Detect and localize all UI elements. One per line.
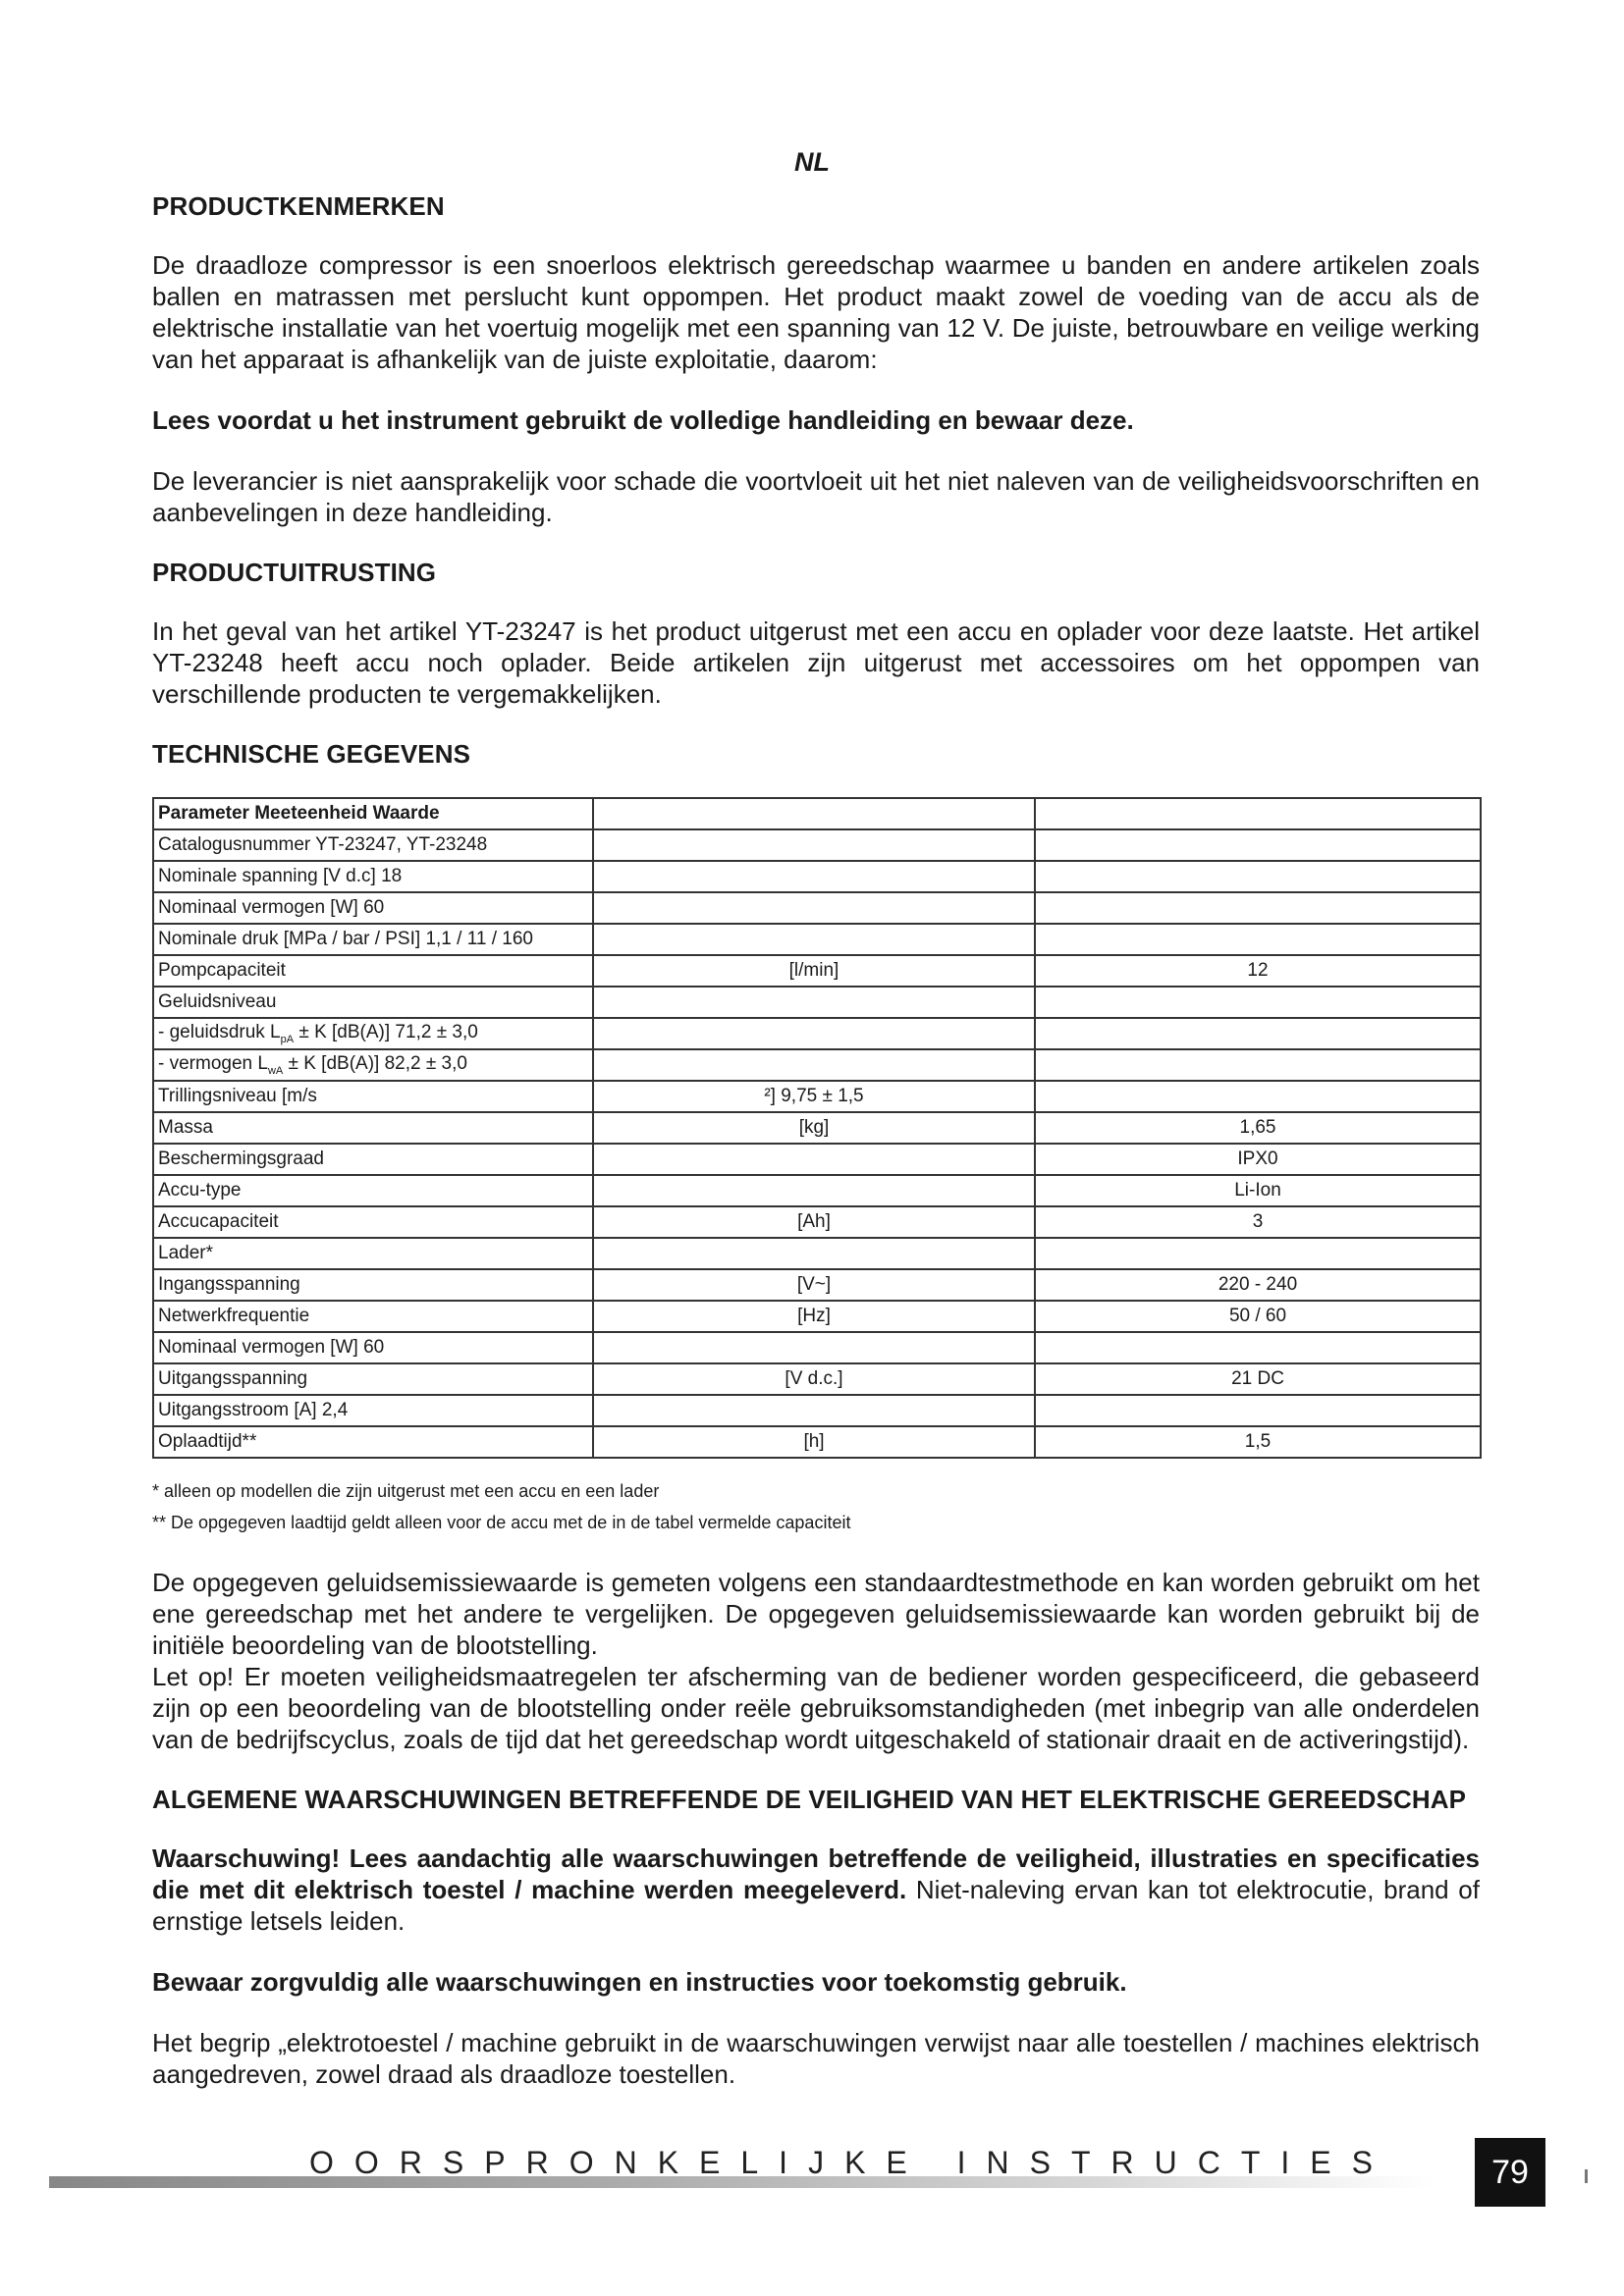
table-cell-value bbox=[1035, 1081, 1481, 1112]
table-cell-parameter: Massa bbox=[153, 1112, 593, 1144]
table-cell-parameter: Nominale druk [MPa / bar / PSI] 1,1 / 11 / 160 bbox=[153, 924, 593, 955]
table-row bbox=[153, 829, 1481, 861]
table-cell-value: 1,65 bbox=[1035, 1112, 1481, 1144]
table-cell-parameter: Oplaadtijd** bbox=[153, 1426, 593, 1458]
table-cell-parameter bbox=[153, 1049, 593, 1081]
table-cell-unit bbox=[593, 892, 1035, 924]
table-cell-value bbox=[1035, 1332, 1481, 1363]
table-cell-unit bbox=[593, 1144, 1035, 1175]
parameter-tail: ± K [dB(A)] 71,2 ± 3,0 bbox=[294, 1022, 478, 1043]
table-row bbox=[153, 1301, 1481, 1332]
table-row bbox=[153, 1081, 1481, 1112]
table-cell-parameter: Uitgangsstroom [A] 2,4 bbox=[153, 1395, 593, 1426]
parameter-tail: ± K [dB(A)] 82,2 ± 3,0 bbox=[283, 1053, 467, 1075]
table-cell-unit bbox=[593, 1018, 1035, 1049]
table-cell-parameter: Geluidsniveau bbox=[153, 987, 593, 1018]
table-cell-parameter: Nominaal vermogen [W] 60 bbox=[153, 1332, 593, 1363]
table-cell-value bbox=[1035, 987, 1481, 1018]
table-cell-parameter: Pompcapaciteit bbox=[153, 955, 593, 987]
table-cell-value bbox=[1035, 1395, 1481, 1426]
table-row bbox=[153, 1332, 1481, 1363]
page-number: 79 bbox=[1475, 2138, 1545, 2207]
footer-instructions-label: OORSPRONKELIJKE INSTRUCTIES bbox=[309, 2145, 1393, 2180]
table-row bbox=[153, 1049, 1481, 1081]
table-cell-value bbox=[1035, 829, 1481, 861]
table-cell-value: 1,5 bbox=[1035, 1426, 1481, 1458]
table-cell-parameter: Accu-type bbox=[153, 1175, 593, 1206]
table-cell-unit bbox=[593, 924, 1035, 955]
parameter-subscript: wA bbox=[267, 1064, 284, 1077]
table-cell-parameter bbox=[153, 1018, 593, 1049]
table-cell-parameter: Lader* bbox=[153, 1238, 593, 1269]
table-header-row bbox=[153, 798, 1481, 829]
page-content bbox=[152, 191, 1480, 2119]
table-cell-unit: [kg] bbox=[593, 1112, 1035, 1144]
table-cell-parameter: Uitgangsspanning bbox=[153, 1363, 593, 1395]
table-row bbox=[153, 892, 1481, 924]
table-cell-parameter: Trillingsniveau [m/s bbox=[153, 1081, 593, 1112]
table-cell-unit: [V~] bbox=[593, 1269, 1035, 1301]
table-cell-value bbox=[1035, 1238, 1481, 1269]
table-row bbox=[153, 1206, 1481, 1238]
table-cell-unit bbox=[593, 1175, 1035, 1206]
table-cell-value: 12 bbox=[1035, 955, 1481, 987]
footnote-lader: * alleen op modellen die zijn uitgerust met een accu en een lader bbox=[152, 1481, 660, 1501]
edge-mark bbox=[1585, 2169, 1588, 2183]
table-row bbox=[153, 1112, 1481, 1144]
paragraph-kenmerken-intro: De draadloze compressor is een snoerloos elektrisch gereedschap waarmee u banden en andere artikelen zoals ballen en matrassen met perslucht kunt oppompen. Het product maakt zowel de voeding van de accu als de elektrische installatie van het voertuig mogelijk met een spanning van 12 V. De juiste, betrouwbare en veilige werking van het apparaat is afhankelijk van de juiste exploitatie, daarom: bbox=[152, 250, 1480, 374]
table-cell-unit: [h] bbox=[593, 1426, 1035, 1458]
table-cell-unit: ²] 9,75 ± 1,5 bbox=[593, 1081, 1035, 1112]
table-cell-parameter: Nominaal vermogen [W] 60 bbox=[153, 892, 593, 924]
section-title-kenmerken: PRODUCTKENMERKEN bbox=[152, 191, 445, 221]
table-row bbox=[153, 1238, 1481, 1269]
table-cell-parameter: Nominale spanning [V d.c] 18 bbox=[153, 861, 593, 892]
parameter-subscript: pA bbox=[280, 1033, 295, 1045]
table-header-cell bbox=[593, 798, 1035, 829]
paragraph-warning bbox=[152, 1842, 1480, 1937]
table-cell-parameter: Ingangsspanning bbox=[153, 1269, 593, 1301]
paragraph-keep-instructions: Bewaar zorgvuldig alle waarschuwingen en instructies voor toekomstig gebruik. bbox=[152, 1967, 1127, 1997]
table-cell-value: 3 bbox=[1035, 1206, 1481, 1238]
table-row bbox=[153, 1269, 1481, 1301]
table-cell-value bbox=[1035, 1049, 1481, 1081]
technical-data-table bbox=[152, 797, 1482, 1459]
table-cell-unit bbox=[593, 1049, 1035, 1081]
table-cell-parameter: Catalogusnummer YT-23247, YT-23248 bbox=[153, 829, 593, 861]
table-cell-unit bbox=[593, 1238, 1035, 1269]
warning-bold-text: Waarschuwing! Lees aandachtig alle waarschuwingen betreffende de veiligheid, illustraties en specificaties die met dit elektrisch toestel / machine werden meegeleverd. bbox=[152, 1843, 1480, 1904]
table-cell-unit: [Hz] bbox=[593, 1301, 1035, 1332]
table-cell-parameter: Accucapaciteit bbox=[153, 1206, 593, 1238]
table-cell-value bbox=[1035, 1018, 1481, 1049]
table-cell-unit: [l/min] bbox=[593, 955, 1035, 987]
table-row bbox=[153, 955, 1481, 987]
table-row bbox=[153, 924, 1481, 955]
table-cell-value: 50 / 60 bbox=[1035, 1301, 1481, 1332]
section-title-uitrusting: PRODUCTUITRUSTING bbox=[152, 558, 437, 587]
table-row bbox=[153, 987, 1481, 1018]
table-cell-unit bbox=[593, 829, 1035, 861]
table-row bbox=[153, 1363, 1481, 1395]
footnote-laadtijd: ** De opgegeven laadtijd geldt alleen voor de accu met de in de tabel vermelde capaciteit bbox=[152, 1513, 851, 1532]
table-row bbox=[153, 1175, 1481, 1206]
table-header-cell: Parameter Meeteenheid Waarde bbox=[153, 798, 593, 829]
paragraph-liability: De leverancier is niet aansprakelijk voor schade die voortvloeit uit het niet naleven van de veiligheidsvoorschriften en aanbevelingen in deze handleiding. bbox=[152, 466, 1480, 527]
paragraph-noise-emission: De opgegeven geluidsemissiewaarde is gemeten volgens een standaardtestmethode en kan worden gebruikt om het ene gereedschap met het andere te vergelijken. De opgegeven geluidsemissiewaarde kan worden gebruikt bij de initiële beoordeling van de blootstelling. bbox=[152, 1568, 1480, 1660]
parameter-text: - vermogen L bbox=[158, 1053, 268, 1075]
parameter-text: - geluidsdruk L bbox=[158, 1022, 281, 1043]
table-row bbox=[153, 1426, 1481, 1458]
table-cell-unit bbox=[593, 861, 1035, 892]
section-title-technisch: TECHNISCHE GEGEVENS bbox=[152, 739, 471, 769]
table-row bbox=[153, 1395, 1481, 1426]
table-cell-value: IPX0 bbox=[1035, 1144, 1481, 1175]
table-cell-value bbox=[1035, 924, 1481, 955]
table-header-cell bbox=[1035, 798, 1481, 829]
table-cell-unit bbox=[593, 1395, 1035, 1426]
table-cell-unit bbox=[593, 987, 1035, 1018]
table-cell-unit: [Ah] bbox=[593, 1206, 1035, 1238]
table-cell-unit: [V d.c.] bbox=[593, 1363, 1035, 1395]
paragraph-read-manual: Lees voordat u het instrument gebruikt de volledige handleiding en bewaar deze. bbox=[152, 405, 1134, 435]
language-label: NL bbox=[794, 147, 830, 177]
table-cell-unit bbox=[593, 1332, 1035, 1363]
table-row bbox=[153, 1018, 1481, 1049]
table-cell-value bbox=[1035, 892, 1481, 924]
table-cell-parameter: Beschermingsgraad bbox=[153, 1144, 593, 1175]
paragraph-safety-measures: Let op! Er moeten veiligheidsmaatregelen ter afscherming van de bediener worden gespecificeerd, die gebaseerd zijn op een beoordeling van de blootstelling onder reële gebruiksomstandigheden (met inbegrip van alle onderdelen van de bedrijfscyclus, zoals de tijd dat het gereedschap wordt uitgeschakeld of stationair draait en de activeringstijd). bbox=[152, 1662, 1480, 1754]
paragraph-definition: Het begrip „elektrotoestel / machine gebruikt in de waarschuwingen verwijst naar alle toestellen / machines elektrisch aangedreven, zowel draad als draadloze toestellen. bbox=[152, 2028, 1480, 2089]
table-cell-value: 220 - 240 bbox=[1035, 1269, 1481, 1301]
table-cell-value: 21 DC bbox=[1035, 1363, 1481, 1395]
table-row bbox=[153, 861, 1481, 892]
section-title-waarschuwingen: ALGEMENE WAARSCHUWINGEN BETREFFENDE DE VEILIGHEID VAN HET ELEKTRISCHE GEREEDSCHAP bbox=[152, 1785, 1467, 1814]
table-row bbox=[153, 1144, 1481, 1175]
paragraph-uitrusting: In het geval van het artikel YT-23247 is het product uitgerust met een accu en oplader voor deze laatste. Het artikel YT-23248 heeft accu noch oplader. Beide artikelen zijn uitgerust met accessoires om het oppompen van verschillende producten te vergemakkelijken. bbox=[152, 616, 1480, 709]
table-cell-value: Li-Ion bbox=[1035, 1175, 1481, 1206]
table-cell-value bbox=[1035, 861, 1481, 892]
warning-rest-text: Niet-naleving ervan kan tot elektrocutie, brand of ernstige letsels leiden. bbox=[152, 1875, 1480, 1936]
table-cell-parameter: Netwerkfrequentie bbox=[153, 1301, 593, 1332]
